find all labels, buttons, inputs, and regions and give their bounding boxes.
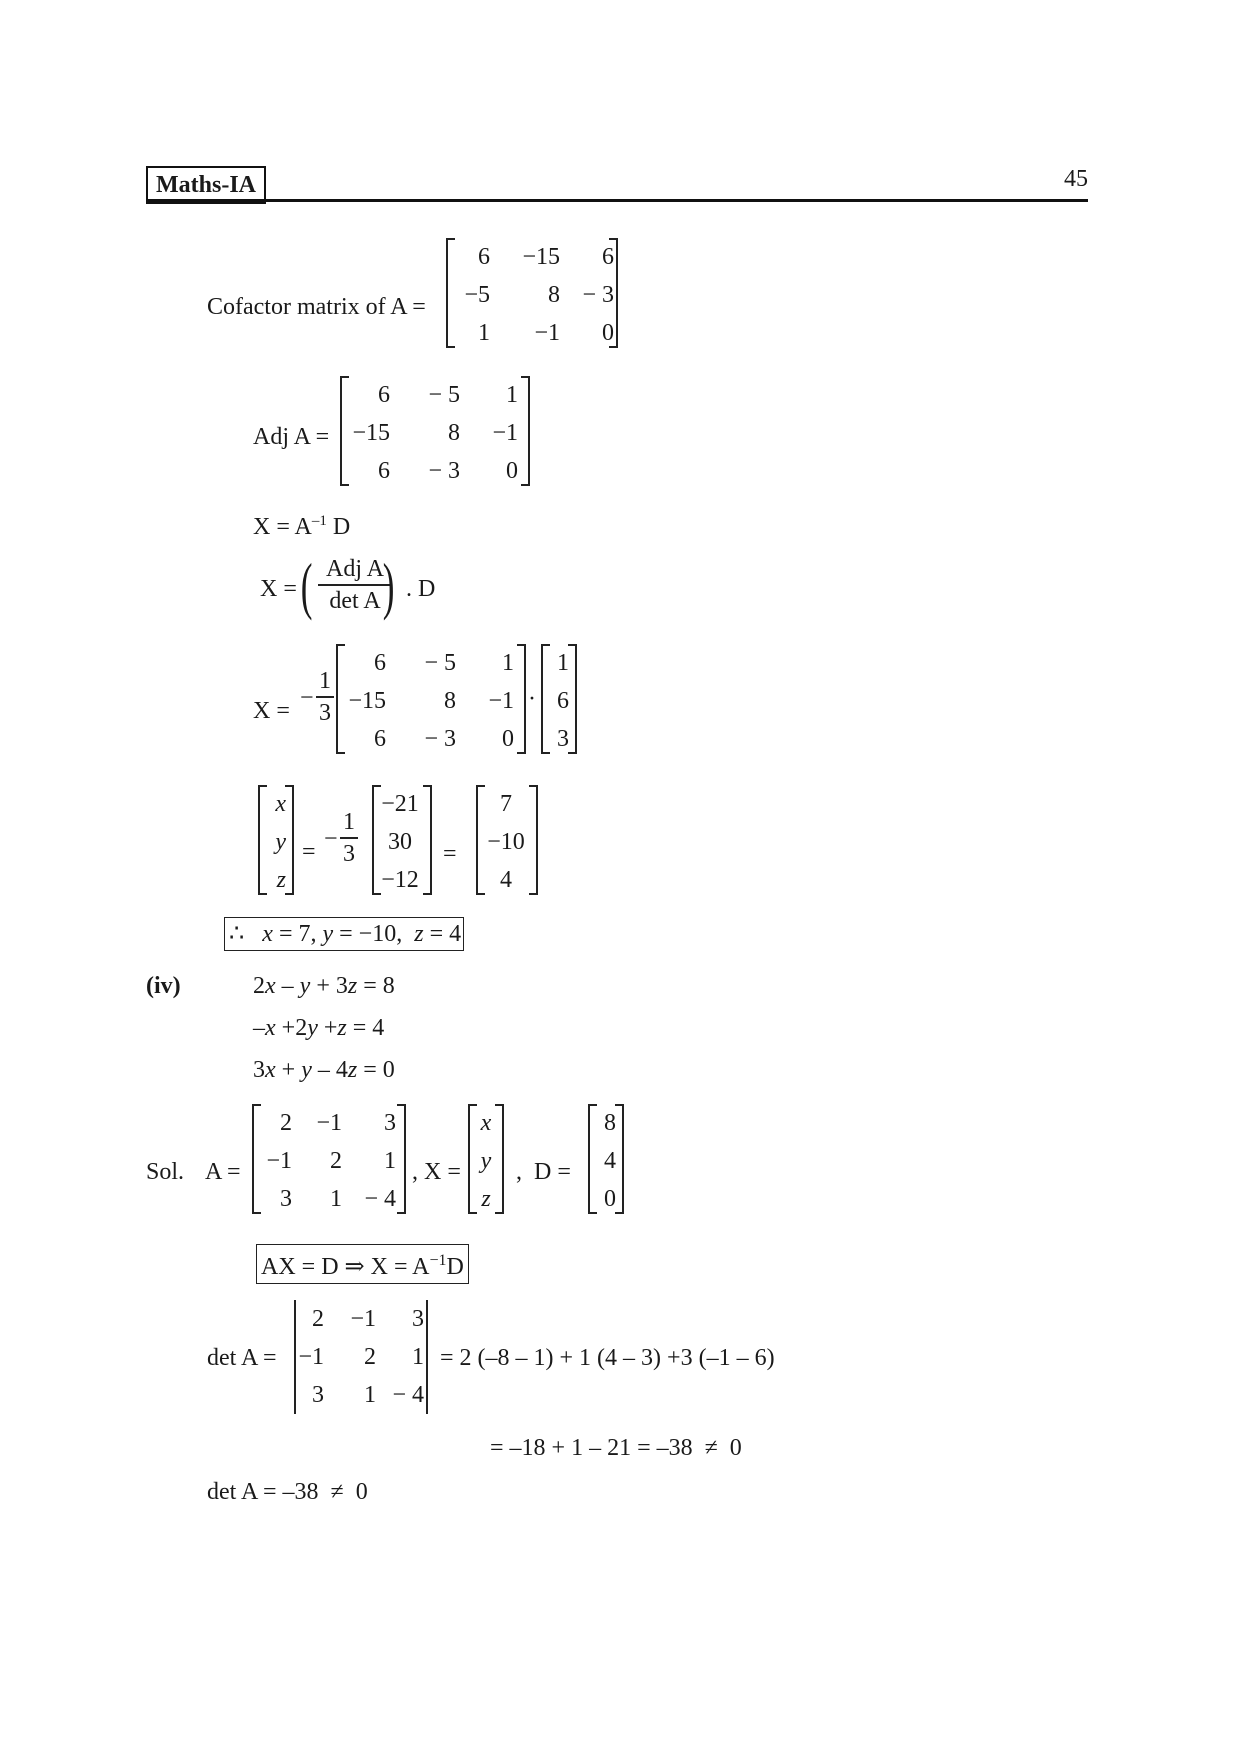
fraction-denominator: 3 <box>343 841 355 867</box>
eq-term: + <box>275 1057 302 1083</box>
left-paren: ( <box>300 550 313 621</box>
matrix-cell: −1 <box>298 1344 324 1370</box>
matrix-cell: 1 <box>506 382 518 408</box>
eq-term: 2 <box>253 973 265 999</box>
matrix-cell: −15 <box>348 688 386 714</box>
one-third-fraction <box>340 808 358 868</box>
det-label: det A = <box>207 1345 277 1371</box>
vector-cell: 7 <box>500 791 512 817</box>
vector-cell: −21 <box>381 791 419 817</box>
matrix-cell: 1 <box>502 650 514 676</box>
matrix-cell: 8 <box>448 420 460 446</box>
vector-cell: y <box>480 1148 492 1174</box>
equation-rhs: D <box>326 514 351 540</box>
matrix-cell: −1 <box>534 320 560 346</box>
eq-term: – 4 <box>311 1057 348 1083</box>
matrix-cell: 8 <box>548 282 560 308</box>
matrix-cell: −1 <box>350 1306 376 1332</box>
matrix-cell: 6 <box>374 650 386 676</box>
fraction-bar <box>318 584 392 586</box>
matrix-cell: −15 <box>522 244 560 270</box>
fraction-numerator: 1 <box>343 809 355 835</box>
eq-var: y <box>301 1057 312 1083</box>
header-rule <box>146 199 1088 202</box>
eq-var: y <box>299 973 311 999</box>
eq-var: x <box>265 1057 276 1083</box>
vector-cell: 4 <box>604 1148 616 1174</box>
right-bracket <box>423 785 432 895</box>
left-bracket <box>258 785 267 895</box>
eq-term: +2 <box>275 1015 308 1041</box>
det-matrix <box>292 1300 430 1414</box>
fraction-denominator: det A <box>329 588 381 614</box>
matrix-cell: − 5 <box>428 382 460 408</box>
right-bracket <box>495 1104 504 1214</box>
vector-cell: −10 <box>487 829 525 855</box>
product-vector <box>372 785 432 895</box>
eq-term: 3 <box>253 1057 265 1083</box>
variable-vector <box>258 785 294 895</box>
vector-cell: y <box>275 829 286 855</box>
solution-box <box>224 917 464 951</box>
adj-matrix <box>340 376 530 486</box>
equation-adj-rhs: . D <box>406 576 436 602</box>
matrix-cell: 3 <box>384 1110 396 1136</box>
therefore-symbol: ∴ <box>229 921 245 947</box>
value-y: = −10, <box>333 921 403 947</box>
eq-term: – <box>253 1015 265 1041</box>
vector-cell: 3 <box>557 726 569 752</box>
vector-cell: x <box>480 1110 492 1136</box>
equation-adj-lhs: X = <box>260 576 297 602</box>
vector-cell: z <box>276 867 286 893</box>
superscript: −1 <box>429 1252 447 1269</box>
left-bracket <box>468 1104 477 1214</box>
part-iv-label: (iv) <box>146 973 181 999</box>
eq-var: z <box>347 973 358 999</box>
eq-term: + <box>317 1015 338 1041</box>
det-final: det A = –38 ≠ 0 <box>207 1479 368 1505</box>
dot-operator: · <box>528 686 536 712</box>
matrix-cell: − 3 <box>428 458 460 484</box>
matrix-cell: 2 <box>364 1344 376 1370</box>
matrix-cell: 6 <box>374 726 386 752</box>
left-bracket <box>588 1104 597 1214</box>
equation-product-lhs: X = <box>253 698 290 724</box>
right-bracket <box>285 785 294 895</box>
left-bracket <box>541 644 550 754</box>
a-label: A = <box>205 1159 241 1185</box>
right-paren: ) <box>382 550 395 621</box>
eq-term: = 8 <box>357 973 395 999</box>
det-result-line: = –18 + 1 – 21 = –38 ≠ 0 <box>490 1435 742 1461</box>
matrix-cell: −1 <box>488 688 514 714</box>
matrix-cell: 3 <box>312 1382 324 1408</box>
equals-sign: = <box>302 839 316 865</box>
eq-term: = 4 <box>346 1015 385 1041</box>
matrix-cell: 1 <box>384 1148 396 1174</box>
matrix-cell: 1 <box>478 320 490 346</box>
vector-cell: x <box>275 791 286 817</box>
fraction-bar <box>340 837 358 839</box>
superscript: –1 <box>311 513 327 529</box>
equation-line <box>253 1014 384 1042</box>
equation-line <box>253 1056 395 1084</box>
vector-cell: z <box>481 1186 491 1212</box>
adj-label: Adj A = <box>253 424 330 450</box>
matrix-cell: 0 <box>502 726 514 752</box>
page-number: 45 <box>1064 166 1088 192</box>
matrix-cell: − 3 <box>582 282 614 308</box>
matrix-cell: 3 <box>280 1186 292 1212</box>
cofactor-label: Cofactor matrix of A = <box>207 294 426 320</box>
right-bracket <box>521 376 530 486</box>
matrix-cell: 6 <box>378 458 390 484</box>
matrix-cell: − 4 <box>364 1186 396 1212</box>
matrix-cell: 1 <box>412 1344 424 1370</box>
right-bracket <box>529 785 538 895</box>
matrix-cell: 2 <box>330 1148 342 1174</box>
x-label: , X = <box>412 1159 461 1185</box>
left-bracket <box>446 238 455 348</box>
eq-var: x <box>265 1015 276 1041</box>
sol-prefix: Sol. <box>146 1159 185 1185</box>
matrix-cell: 8 <box>444 688 456 714</box>
matrix-cell: − 3 <box>424 726 456 752</box>
matrix-cell: 3 <box>412 1306 424 1332</box>
d-vector <box>588 1104 624 1214</box>
right-bracket <box>517 644 526 754</box>
left-bracket <box>252 1104 261 1214</box>
det-expansion: = 2 (–8 – 1) + 1 (4 – 3) +3 (–1 – 6) <box>440 1345 775 1371</box>
adj-over-det-fraction <box>318 555 392 615</box>
right-bracket <box>568 644 577 754</box>
matrix-cell: 2 <box>312 1306 324 1332</box>
left-bracket <box>336 644 345 754</box>
left-bracket <box>372 785 381 895</box>
value-x: = 7, <box>272 921 317 947</box>
vector-cell: 8 <box>604 1110 616 1136</box>
a-matrix <box>252 1104 406 1214</box>
matrix-cell: 0 <box>506 458 518 484</box>
var-z: z <box>414 921 424 947</box>
fraction-numerator: 1 <box>319 668 331 694</box>
cofactor-matrix <box>446 238 618 348</box>
var-y: y <box>322 921 334 947</box>
matrix-cell: −5 <box>464 282 490 308</box>
left-bracket <box>340 376 349 486</box>
matrix-cell: − 4 <box>392 1382 424 1408</box>
minus-sign: − <box>300 685 314 711</box>
matrix-cell: − 5 <box>424 650 456 676</box>
equation-lhs: X = A <box>253 514 312 540</box>
vector-cell: 4 <box>500 867 512 893</box>
matrix-cell: 6 <box>478 244 490 270</box>
vector-cell: 6 <box>557 688 569 714</box>
right-bar <box>426 1300 428 1414</box>
left-bar <box>294 1300 296 1414</box>
matrix-cell: −1 <box>316 1110 342 1136</box>
matrix-cell: −15 <box>352 420 390 446</box>
one-third-fraction <box>316 667 334 727</box>
eq-var: x <box>265 973 276 999</box>
vector-cell: −12 <box>381 867 419 893</box>
adj-matrix-copy <box>336 644 526 754</box>
eq-term: + 3 <box>310 973 348 999</box>
d-vector <box>541 644 577 754</box>
matrix-cell: 1 <box>364 1382 376 1408</box>
value-z: = 4 <box>423 921 462 947</box>
matrix-cell: 6 <box>378 382 390 408</box>
matrix-cell: −1 <box>266 1148 292 1174</box>
equals-sign: = <box>443 841 457 867</box>
matrix-cell: 2 <box>280 1110 292 1136</box>
fraction-numerator: Adj A <box>325 556 384 582</box>
vector-cell: 1 <box>557 650 569 676</box>
formula-left: AX = D ⇒ X = A <box>261 1254 430 1280</box>
eq-term: = 0 <box>357 1057 395 1083</box>
x-vector <box>468 1104 504 1214</box>
vector-cell: 0 <box>604 1186 616 1212</box>
equation-line <box>253 972 395 1000</box>
right-bracket <box>609 238 618 348</box>
fraction-bar <box>316 696 334 698</box>
matrix-cell: 1 <box>330 1186 342 1212</box>
fraction-denominator: 3 <box>319 700 331 726</box>
matrix-cell: −1 <box>492 420 518 446</box>
eq-var: z <box>337 1015 347 1041</box>
answer-vector <box>476 785 538 895</box>
eq-term: – <box>275 973 300 999</box>
left-bracket <box>476 785 485 895</box>
var-x: x <box>262 921 273 947</box>
eq-var: y <box>307 1015 318 1041</box>
d-label: , D = <box>516 1159 571 1185</box>
right-bracket <box>397 1104 406 1214</box>
header-title: Maths-IA <box>146 166 266 204</box>
eq-var: z <box>347 1057 358 1083</box>
matrix-cell: 6 <box>602 244 614 270</box>
vector-cell: 30 <box>388 829 412 855</box>
boxed-formula <box>256 1244 469 1284</box>
equation-inverse <box>253 507 350 541</box>
right-bracket <box>615 1104 624 1214</box>
minus-sign: − <box>324 826 338 852</box>
matrix-cell: 0 <box>602 320 614 346</box>
formula-right: D <box>446 1254 464 1280</box>
